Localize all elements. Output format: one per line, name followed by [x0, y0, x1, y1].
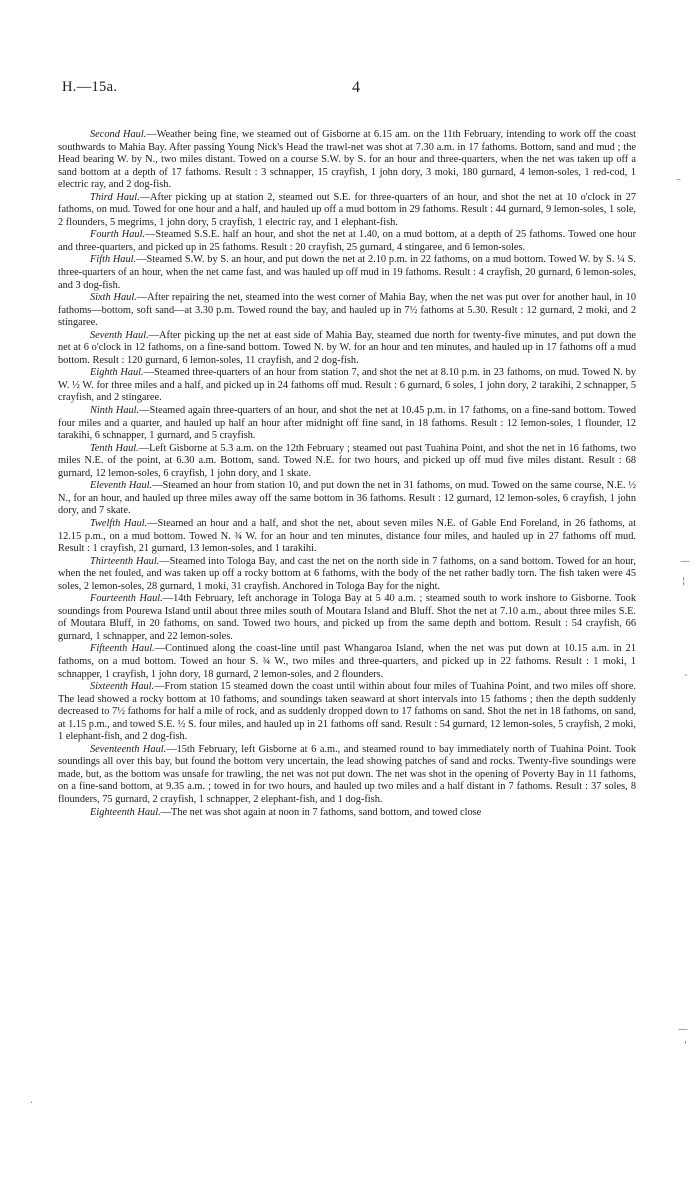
haul-text: —Steamed three-quarters of an hour from station 7, and shot the net at 8.10 p.m. in 23 fathoms, on mud. Towed N. by W. ½ W. for three miles and a half, and picked up in 24 fathoms off mud. Result : 6 gurnard, 6 soles, 1 john dory, 2 tarakihi, 2 schnapper, 5 crayfish, and 2 stingaree. — [58, 367, 636, 404]
haul-text: —15th February, left Gisborne at 6 a.m., and steamed round to bay immediately north of Tuahina Point. Took soundings all over this bay, but found the bottom very uncertain, the lead showing patches of sand and rocks. Twenty-five soundings were made, but, as the bottom was unsafe for trawling, the net was not put down. The net was shot in the opening of Poverty Bay in 11 fathoms, on a fine-sand bottom, at 9.35 a.m. ; towed in for two hours, and hauled up two miles and a half distant in 7 fathoms. Result : 37 soles, 8 flounders, 75 gurnard, 2 crayfish, 1 schnapper, 2 elephant-fish, and 1 dog-fish. — [58, 743, 637, 805]
haul-title: Tenth Haul. — [90, 442, 139, 454]
haul-title: Thirteenth Haul. — [90, 555, 160, 567]
haul-title: Fourth Haul. — [90, 229, 146, 241]
haul-title: Twelfth Haul. — [90, 517, 148, 529]
haul-text: —After repairing the net, steamed into the west corner of Mahia Bay, when the net was put over for another haul, in 10 fathoms—bottom, soft sand—at 3.30 p.m. Towed round the bay, and hauled up in 7½ fathoms at 5.30. Result : 12 gurnard, 2 moki, and 2 stingaree. — [58, 292, 636, 329]
body-text — [58, 129, 636, 819]
haul-paragraph — [58, 254, 636, 292]
haul-title: Fifteenth Haul. — [90, 643, 155, 655]
haul-paragraph — [58, 744, 636, 807]
haul-text: —14th February, left anchorage in Tologa Bay at 5 40 a.m. ; steamed south to work inshore to Gisborne. Took soundings from Pourewa Island until about three miles south of Moutara Island and Bluff. Shot the net at 7.10 a.m., about three miles S.E. of Moutara Bluff, in 20 fathoms, on sand. Towed two hours, and picked up from the same depth and bottom. Result : 54 crayfish, 66 gurnard, 1 schnapper, and 22 lemon-soles. — [58, 593, 636, 642]
haul-title: Eleventh Haul. — [90, 480, 153, 492]
haul-text: —Continued along the coast-line until past Whangaroa Island, when the net was put down at 10.15 a.m. in 21 fathoms, on a mud bottom. Towed an hour S. ¾ W., two miles and three-quarters, and picked up in 22 fathoms. Result : 1 moki, 1 schnapper, 1 crayfish, 1 john dory, 18 gurnard, 2 lemon-soles, and 2 flounders. — [58, 643, 636, 680]
haul-text: —Steamed into Tologa Bay, and cast the net on the north side in 7 fathoms, on a sand bottom. Towed for an hour, when the net fouled, and was taken up off a rocky bottom at 6 fathoms, with the body of the net rather badly torn. The fish taken were 45 soles, 2 lemon-soles, 28 gurnard, 1 moki, 31 crayfish. Anchored in Tologa Bay for the night. — [58, 555, 636, 592]
haul-title: Ninth Haul. — [90, 405, 140, 417]
haul-paragraph — [58, 292, 636, 330]
margin-mark: ¦ — [682, 576, 686, 587]
page-number: 4 — [352, 79, 360, 96]
margin-mark: – — [676, 174, 681, 185]
haul-title: Fifth Haul. — [90, 254, 137, 266]
haul-paragraph — [58, 330, 636, 368]
margin-mark: - — [684, 670, 688, 681]
haul-paragraph — [58, 643, 636, 681]
haul-paragraph — [58, 129, 636, 192]
haul-paragraph — [58, 443, 636, 481]
haul-paragraph — [58, 556, 636, 594]
haul-title: Seventeenth Haul. — [90, 743, 167, 755]
haul-paragraph — [58, 367, 636, 405]
haul-text: —After picking up the net at east side of Mahia Bay, steamed due north for twenty-five minutes, and put down the net at 6 o'clock in 12 fathoms, on a fine-sand bottom. Towed N. by W. for an hour and ten minutes, and hauled up in 17 fathoms off a mud bottom. Result : 120 gurnard, 6 lemon-soles, 11 crayfish, and 2 dog-fish. — [58, 329, 636, 366]
haul-title: Eighth Haul. — [90, 367, 144, 379]
haul-title: Third Haul. — [90, 191, 140, 203]
haul-paragraph — [58, 480, 636, 518]
margin-mark: · — [30, 1098, 34, 1109]
haul-text: —Steamed again three-quarters of an hour, and shot the net at 10.45 p.m. in 17 fathoms, on a fine-sand bottom. Towed four miles and a quarter, and hauled up half an hour after midnight off fine sand, in 18 fathoms. Result : 12 lemon-soles, 1 flounder, 12 tarakihi, 6 schnapper, 1 gurnard, and 5 crayfish. — [58, 405, 637, 442]
haul-paragraph — [58, 518, 636, 556]
haul-paragraph — [58, 681, 636, 744]
haul-text: —Steamed S.S.E. half an hour, and shot the net at 1.40, on a mud bottom, at a depth of 25 fathoms. Towed one hour and three-quarters, and picked up in 25 fathoms. Result : 20 crayfish, 25 gurnard, 4 stingaree, and 6 lemon-soles. — [58, 229, 637, 253]
haul-title: Fourteenth Haul. — [90, 593, 163, 605]
haul-text: —Steamed an hour from station 10, and put down the net in 31 fathoms, on mud. Towed on the same course, N.E. ½ N., for an hour, and hauled up three miles away off the same bottom in 36 fathoms. Result : 12 gurnard, 12 lemon-soles, 6 crayfish, 1 john dory, and 7 skate. — [58, 480, 636, 517]
margin-mark: ' — [684, 1040, 687, 1051]
haul-text: —The net was shot again at noon in 7 fathoms, sand bottom, and towed close — [160, 806, 482, 818]
haul-title: Seventh Haul. — [90, 329, 149, 341]
margin-mark: — — [680, 556, 690, 567]
haul-title: Second Haul. — [90, 129, 147, 140]
haul-text: —From station 15 steamed down the coast until within about four miles of Tuahina Point, and two miles off shore. The lead showed a rocky bottom at 10 fathoms, and soundings taken seaward at short intervals into 15 fathoms ; then the depth suddenly decreased to 7½ fathoms for half a mile of rock, and as suddenly dropped down to 17 fathoms on sand. Shot the net in 18 fathoms, on sand, at 1.15 p.m., and towed S.E. ½ S. four miles, and hauled up in 21 fathoms off sand. Result : 54 gurnard, 12 lemon-soles, 5 crayfish, 2 moki, 1 elephant-fish, and 2 dog-fish. — [58, 681, 636, 743]
margin-mark: — — [678, 1024, 688, 1035]
haul-text: —Weather being fine, we steamed out of Gisborne at 6.15 am. on the 11th February, intending to work off the coast southwards to Mahia Bay. After passing Young Nick's Head the trawl-net was shot at 7.30 a.m. in 17 fathoms. Bottom, sand and mud ; the Head bearing W. by N., two miles distant. Towed on a course S.W. by S. for an hour and three-quarters, when the net was taken up off a sand bottom at a depth of 17 fathoms. Result : 3 schnapper, 15 crayfish, 1 john dory, 3 moki, 180 gurnard, 4 lemon-soles, 1 red-cod, 1 electric ray, and 2 dog-fish. — [58, 129, 636, 191]
document-id: H.—15a. — [62, 79, 118, 95]
haul-text: —After picking up at station 2, steamed out S.E. for three-quarters of an hour, and shot the net at 10 o'clock in 27 fathoms, on mud. Towed for one hour and a half, and hauled up off a mud bottom in 29 fathoms. Result : 44 gurnard, 9 lemon-soles, 1 sole, 2 flounders, 5 megrims, 1 john dory, 5 crayfish, 1 electric ray, and 1 elephant-fish. — [58, 191, 636, 228]
haul-text: —Left Gisborne at 5.3 a.m. on the 12th February ; steamed out past Tuahina Point, and shot the net in 16 fathoms, two miles N.E. of the point, at 6.30 a.m. Bottom, sand. Towed N.E. for two hours, and picked up off mud five miles distant. Result : 68 gurnard, 12 lemon-soles, 6 crayfish, 1 john dory, and 1 skate. — [58, 442, 636, 479]
haul-text: —Steamed S.W. by S. an hour, and put down the net at 2.10 p.m. in 22 fathoms, on a mud bottom. Towed W. by S. ¼ S. three-quarters of an hour, when the net came fast, and was hauled up off mud in 19 fathoms. Result : 4 crayfish, 20 gurnard, 6 lemon-soles, and 3 dog-fish. — [58, 254, 636, 291]
haul-paragraph — [58, 192, 636, 230]
haul-paragraph — [58, 405, 636, 443]
haul-paragraph — [58, 229, 636, 254]
haul-title: Eighteenth Haul. — [90, 806, 161, 818]
haul-paragraph — [58, 807, 636, 820]
haul-paragraph — [58, 593, 636, 643]
haul-title: Sixteenth Haul. — [90, 681, 155, 693]
page-header — [62, 79, 642, 99]
haul-text: —Steamed an hour and a half, and shot the net, about seven miles N.E. of Gable End Foreland, in 26 fathoms, at 12.15 p.m., on a mud bottom. Towed N. ¾ W. for an hour and ten minutes, distance four miles, and hauled up in 27 fathoms off mud. Result : 1 crayfish, 21 gurnard, 13 lemon-soles, and 1 tarakihi. — [58, 517, 636, 555]
haul-title: Sixth Haul. — [90, 292, 137, 304]
